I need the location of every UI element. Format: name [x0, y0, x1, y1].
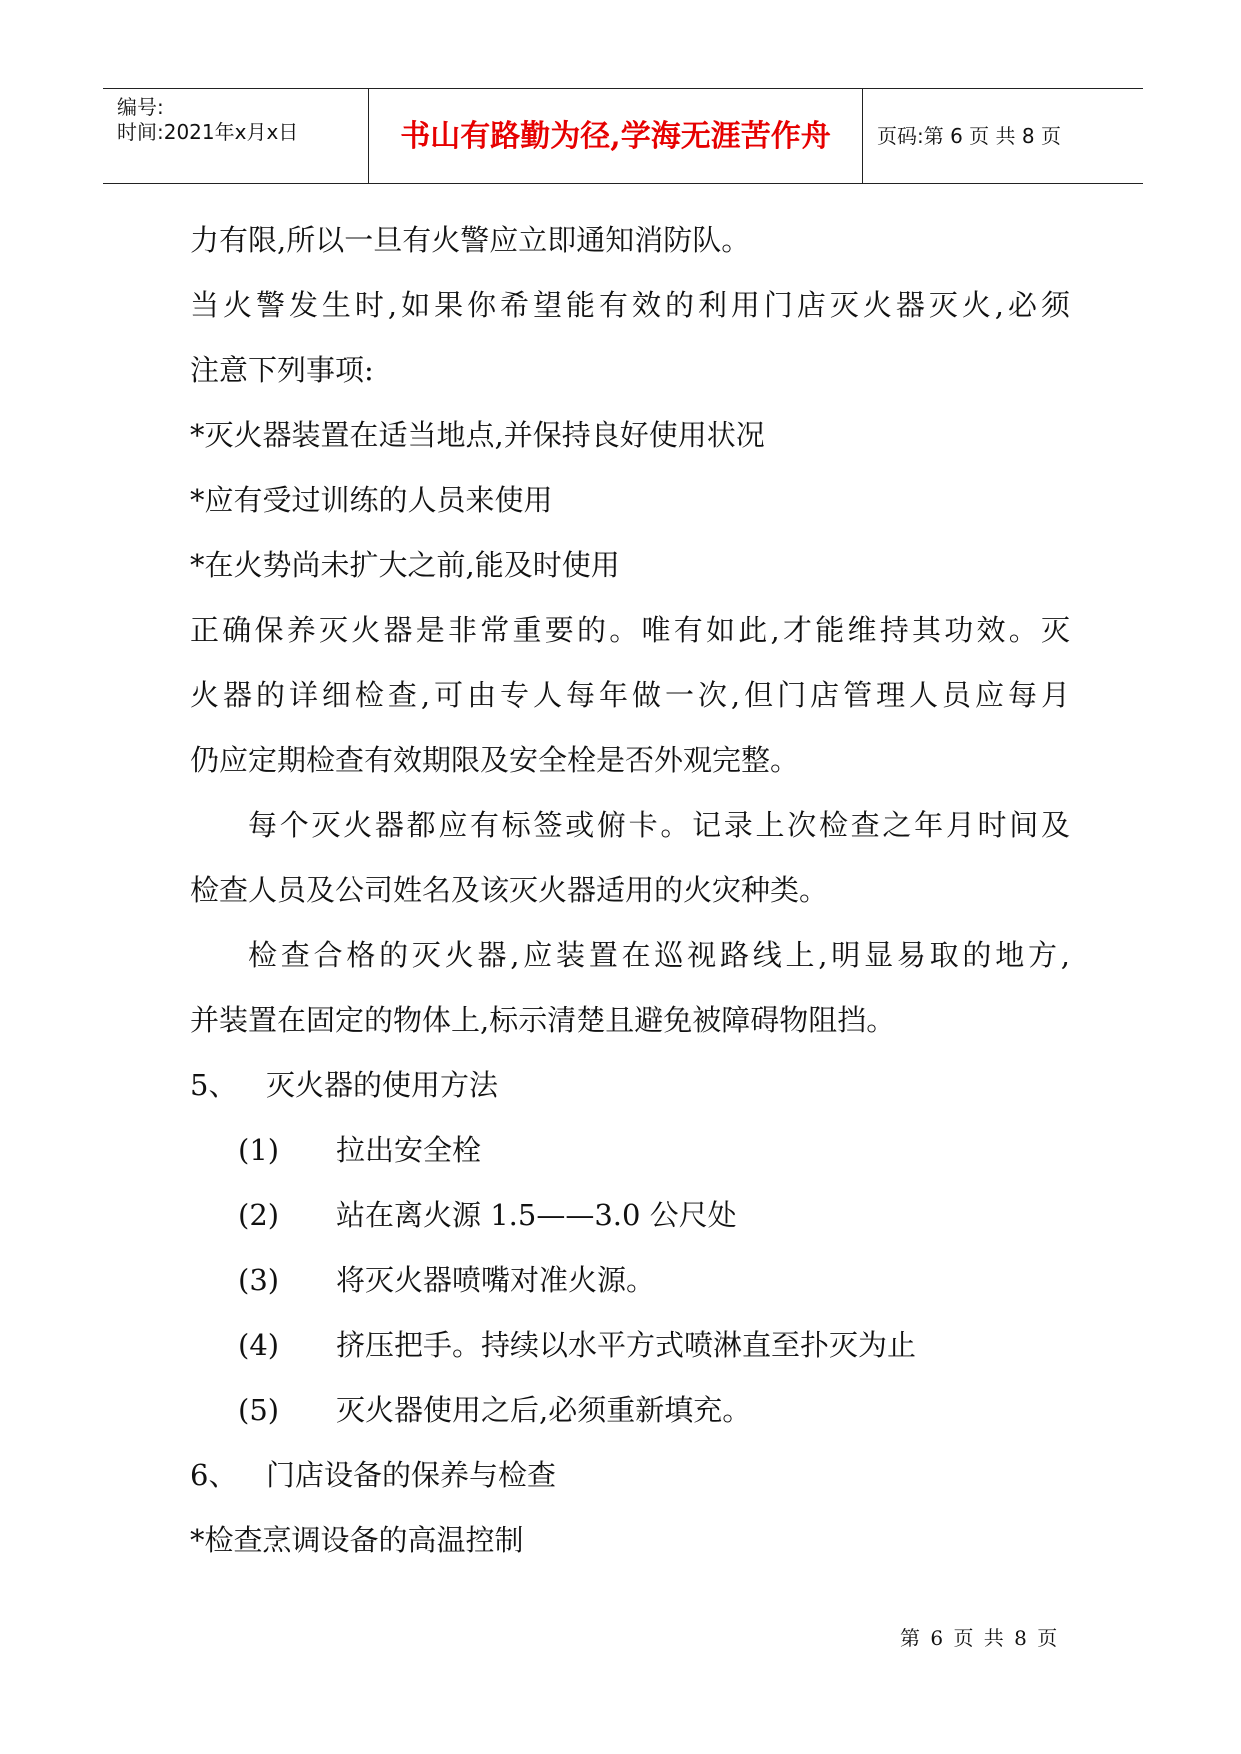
list-item	[190, 1248, 1070, 1313]
list-item-number: (1)	[238, 1133, 280, 1167]
bullet-line: *在火势尚未扩大之前,能及时使用	[190, 548, 620, 582]
paragraph-line: 检查人员及公司姓名及该灭火器适用的火灾种类。	[190, 873, 829, 907]
list-item	[190, 1378, 1070, 1443]
list-item-text: 将灭火器喷嘴对准火源。	[336, 1263, 656, 1297]
paragraph-line: 并装置在固定的物体上,标示清楚且避免被障碍物阻挡。	[190, 1003, 896, 1037]
list-item-text: 灭火器使用之后,必须重新填充。	[336, 1393, 752, 1427]
header-left-cell	[103, 89, 369, 183]
list-item-number: (4)	[238, 1328, 280, 1362]
document-body	[190, 208, 1070, 1573]
paragraph-line: 注意下列事项:	[190, 353, 374, 387]
list-item-number: (3)	[238, 1263, 280, 1297]
section-title: 门店设备的保养与检查	[266, 1458, 557, 1492]
document-number-label: 编号:	[117, 95, 164, 119]
list-item-number: (5)	[238, 1393, 280, 1427]
page-footer: 第 6 页 共 8 页	[900, 1626, 1058, 1650]
paragraph-line: 每个灭火器都应有标签或俯卡。记录上次检查之年月时间及	[248, 808, 1070, 842]
document-time-label: 时间:2021年x月x日	[117, 120, 299, 144]
header-right-cell	[863, 89, 1143, 183]
header-middle-cell	[369, 89, 863, 183]
bullet-line: *检查烹调设备的高温控制	[190, 1523, 524, 1557]
list-item	[190, 1313, 1070, 1378]
list-item	[190, 1183, 1070, 1248]
paragraph-line: 正确保养灭火器是非常重要的。唯有如此,才能维持其功效。灭	[190, 613, 1070, 647]
list-item	[190, 1118, 1070, 1183]
list-item-text: 挤压把手。持续以水平方式喷淋直至扑灭为止	[336, 1328, 917, 1362]
section-number: 6、	[190, 1458, 238, 1492]
list-item-number: (2)	[238, 1198, 280, 1232]
header-motto: 书山有路勤为径,学海无涯苦作舟	[400, 119, 831, 154]
paragraph-line: 仍应定期检查有效期限及安全栓是否外观完整。	[190, 743, 800, 777]
section-title: 灭火器的使用方法	[266, 1068, 499, 1102]
paragraph-line: 火器的详细检查,可由专人每年做一次,但门店管理人员应每月	[190, 678, 1070, 712]
section-heading-6	[190, 1443, 1070, 1508]
page-header	[103, 88, 1143, 184]
paragraph-line: 力有限,所以一旦有火警应立即通知消防队。	[190, 223, 751, 257]
header-page-info: 页码:第 6 页 共 8 页	[877, 124, 1061, 148]
section-heading-5	[190, 1053, 1070, 1118]
bullet-line: *应有受过训练的人员来使用	[190, 483, 553, 517]
paragraph-line: 当火警发生时,如果你希望能有效的利用门店灭火器灭火,必须	[190, 288, 1070, 322]
list-item-text: 拉出安全栓	[336, 1133, 482, 1167]
list-item-text: 站在离火源 1.5——3.0 公尺处	[336, 1198, 737, 1232]
paragraph-line: 检查合格的灭火器,应装置在巡视路线上,明显易取的地方,	[248, 938, 1070, 972]
bullet-line: *灭火器装置在适当地点,并保持良好使用状况	[190, 418, 765, 452]
section-number: 5、	[190, 1068, 238, 1102]
